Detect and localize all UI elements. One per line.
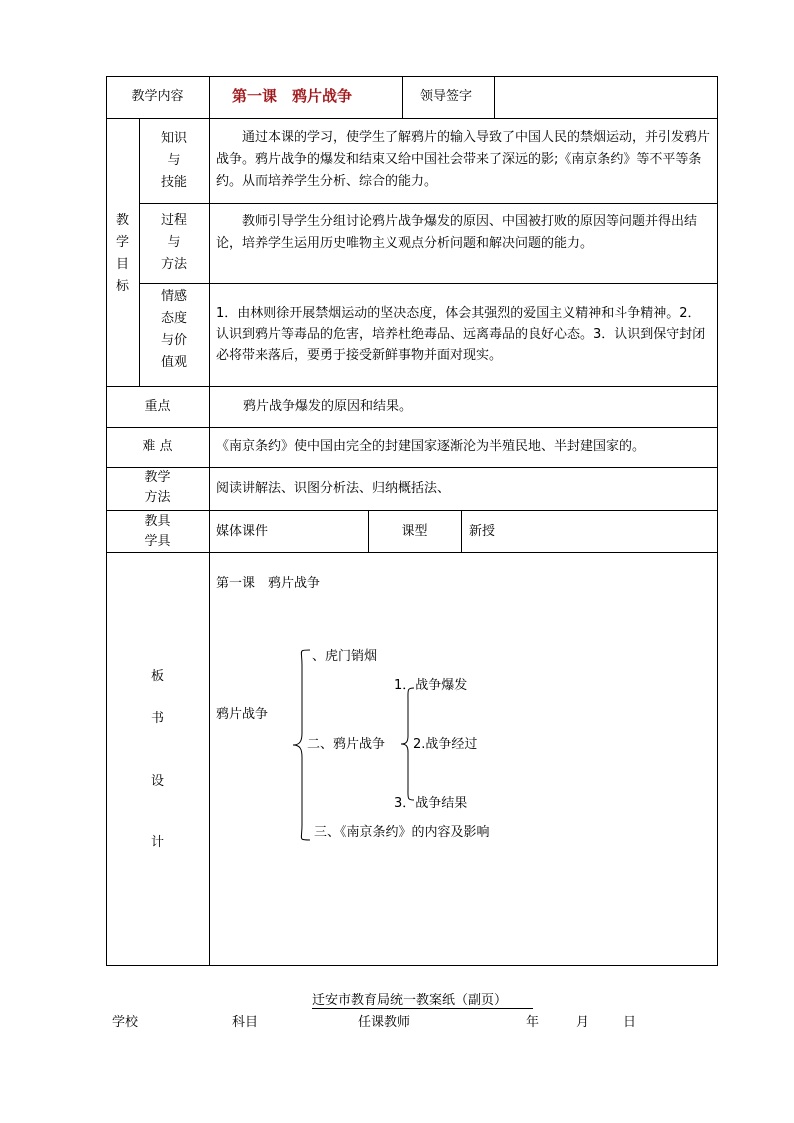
table-row-divider — [139, 283, 718, 284]
board-item-1: 、虎门销烟 — [312, 649, 378, 664]
knowledge-label — [139, 128, 209, 194]
method-label — [106, 468, 209, 508]
table-col-divider — [209, 76, 210, 966]
label-line: 值观 — [160, 355, 187, 370]
label-char: 学 — [115, 235, 129, 250]
signature-field[interactable] — [495, 77, 717, 118]
difficulty-text: 《南京条约》使中国由完全的封建国家逐渐沦为半殖民地、半封建国家的。 — [216, 439, 646, 454]
table-border-right — [717, 76, 718, 966]
label-char: 标 — [115, 279, 129, 294]
label-line: 与 — [167, 235, 181, 250]
label-char: 书 — [150, 711, 164, 726]
table-row-divider — [139, 203, 718, 204]
table-row-divider — [106, 510, 718, 511]
label-char: 板 — [150, 669, 164, 684]
footer-month-label: 月 — [576, 1015, 590, 1030]
table-col-divider — [402, 76, 403, 119]
footer-org-title: 迁安市教育局统一教案纸（副页） — [312, 989, 533, 1009]
board-design-label — [106, 553, 209, 965]
emotion-text: 1．由林则徐开展禁烟运动的坚决态度，体会其强烈的爱国主义精神和斗争精神。2．认识到鸦片等毒品的危害，培养杜绝毒品、远离毒品的良好心态。3．认识到保守封闭必将带来落后，要勇于接受新鲜事物并面对现实。 — [216, 306, 706, 363]
label-line: 方法 — [144, 490, 171, 505]
tools-value: 媒体课件 — [216, 524, 269, 539]
board-sub-item-3: 3．战争结果 — [394, 796, 468, 811]
label-char: 目 — [115, 257, 129, 272]
lesson-type-label: 课型 — [401, 524, 428, 539]
label-char: 教 — [115, 213, 129, 228]
board-item-2: 二、鸦片战争 — [307, 737, 386, 752]
footer-day-label: 日 — [623, 1015, 637, 1030]
table-border-bottom — [106, 965, 718, 966]
footer-year-label: 年 — [526, 1015, 540, 1030]
content-label: 教学内容 — [131, 89, 184, 104]
method-text: 阅读讲解法、识图分析法、归纳概括法、 — [216, 481, 451, 496]
label-line: 学具 — [144, 534, 171, 549]
tools-label — [106, 512, 209, 552]
board-root: 鸦片战争 — [216, 707, 269, 722]
board-sub-item-1: 1．战争爆发 — [394, 678, 468, 693]
emotion-label — [139, 286, 209, 374]
board-sub-item-2: 2.战争经过 — [413, 737, 478, 752]
process-label — [139, 210, 209, 276]
key-point-text: 鸦片战争爆发的原因和结果。 — [243, 399, 413, 414]
board-item-3: 三、《南京条约》的内容及影响 — [314, 825, 490, 840]
board-heading: 第一课 鸦片战争 — [216, 576, 321, 591]
label-line: 知识 — [160, 131, 187, 146]
label-line: 教具 — [144, 514, 171, 529]
table-row-divider — [106, 386, 718, 387]
label-line: 态度 — [160, 311, 187, 326]
table-row-divider — [106, 118, 718, 119]
label-char: 计 — [150, 835, 164, 850]
label-line: 情感 — [160, 289, 187, 304]
label-line: 与价 — [160, 333, 187, 348]
label-line: 与 — [167, 153, 181, 168]
knowledge-text: 通过本课的学习，使学生了解鸦片的输入导致了中国人民的禁烟运动，并引发鸦片战争。鸦片战争的爆发和结束又给中国社会带来了深远的影;《南京条约》等不平等条约。从而培养学生分析、综合的能力。 — [216, 130, 711, 189]
objectives-section-label — [106, 210, 139, 298]
label-line: 方法 — [160, 257, 187, 272]
label-char: 设 — [150, 774, 164, 789]
label-line: 技能 — [160, 175, 187, 190]
label-line: 过程 — [160, 213, 187, 228]
lesson-type-value: 新授 — [469, 524, 496, 539]
table-row-divider — [106, 427, 718, 428]
signature-label: 领导签字 — [420, 89, 473, 104]
footer-subject-label: 科目 — [232, 1015, 259, 1030]
difficulty-label: 难 点 — [142, 439, 173, 454]
key-point-label: 重点 — [144, 399, 171, 414]
footer-teacher-label: 任课教师 — [358, 1015, 411, 1030]
footer-school-label: 学校 — [112, 1015, 139, 1030]
process-text: 教师引导学生分组讨论鸦片战争爆发的原因、中国被打败的原因等问题并得出结论，培养学生运用历史唯物主义观点分析问题和解决问题的能力。 — [216, 214, 698, 251]
label-line: 教学 — [144, 470, 171, 485]
lesson-title: 第一课 鸦片战争 — [232, 87, 353, 105]
table-col-divider — [461, 510, 462, 553]
